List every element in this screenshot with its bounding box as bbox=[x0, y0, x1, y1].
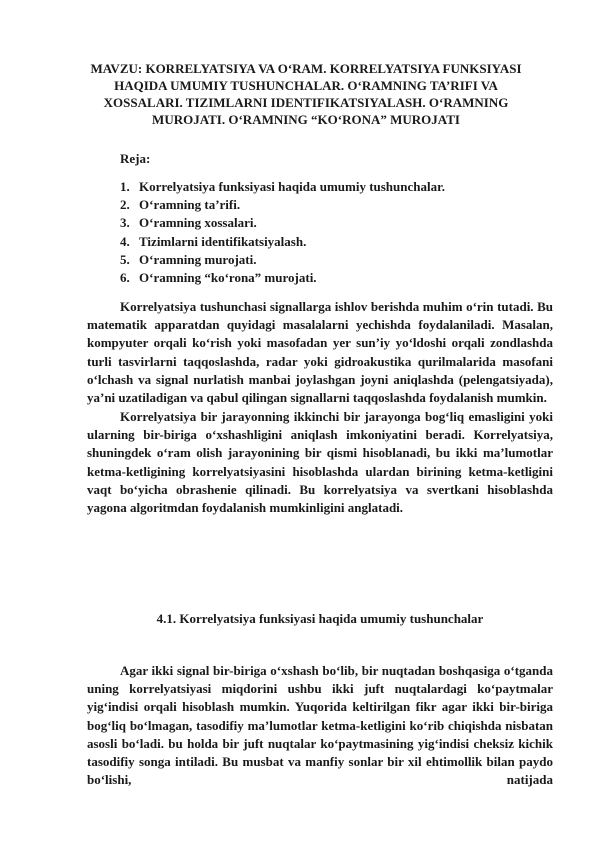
plan-item: 6. O‘ramning “ko‘rona” murojati. bbox=[120, 270, 317, 286]
document-title: MAVZU: KORRELYATSIYA VA O‘RAM. KORRELYATSIYA FUNKSIYASI HAQIDA UMUMIY TUSHUNCHALAR. O‘RAMNING TA’RIFI VA XOSSALARI. TIZIMLARNI IDENTIFIKATSIYALASH. O‘RAMNING MUROJATI. O‘RAMNING “KO‘RONA” MUROJATI bbox=[90, 61, 522, 127]
body-paragraph-2: Korrelyatsiya bir jarayonning ikkinchi bir jarayonga bog‘liq emasligini yoki ularning bir-biriga o‘xshashligini aniqlash imkoniyatini beradi. Korrelyatsiya, shuningdek o‘ram olish jarayonining bir qismi hisoblanadi, bu ikki ma’lumotlar ketma-ketligining korrelyatsiyasini hisoblashda ulardan birining ketma-ketligini vaqt bo‘yicha obrashenie qilinadi. Bu korrelyatsiya va svertkani hisoblashda yagona algoritmdan foydalanish mumkinligini anglatadi. bbox=[87, 409, 553, 516]
plan-item: 3. O‘ramning xossalari. bbox=[120, 215, 257, 231]
plan-item: 5. O‘ramning murojati. bbox=[120, 251, 257, 267]
section-heading: 4.1. Korrelyatsiya funksiyasi haqida umumiy tushunchalar bbox=[156, 611, 484, 626]
plan-list bbox=[120, 178, 445, 287]
plan-item: 2. O‘ramning ta’rifi. bbox=[120, 197, 241, 213]
plan-item: 1. Korrelyatsiya funksiyasi haqida umumiy tushunchalar. bbox=[120, 179, 445, 194]
body-paragraph-3: Agar ikki signal bir-biriga o‘xshash bo‘lib, bir nuqtadan boshqasiga o‘tganda uning korrelyatsiyasi miqdorini ushbu ikki juft nuqtalardagi ko‘paytmalar yig‘indisi orqali hisoblash mumkin. Yuqorida keltirilgan fikr agar ikki bir-biriga bog‘liq bo‘lmagan, tasodifiy ma’lumotlar ketma-ketligini ko‘rib chiqishda nisbatan asosli bo‘ladi. bu holda bir juft nuqtalar ko‘paytmasining yig‘indisi cheksiz kichik tasodifiy songa intiladi. Bu musbat va manfiy sonlar bir xil ehtimollik bilan paydo bo‘lishi, natijada bbox=[87, 663, 553, 788]
plan-item: 4. Tizimlarni identifikatsiyalash. bbox=[120, 233, 307, 249]
plan-heading: Reja: bbox=[120, 151, 151, 166]
body-paragraph-1: Korrelyatsiya tushunchasi signallarga ishlov berishda muhim o‘rin tutadi. Bu matematik apparatdan quyidagi masalalarni yechishda foydalaniladi. Masalan, kompyuter orqali ko‘rish yoki masofadan yer sun’iy yo‘ldoshi orqali zondlashda turli tasvirlarni taqqoslashda, radar yoki gidroakustika qurilmalarida masofani o‘lchash va signal nurlatish manbai joylashgan joyni aniqlashda (pelengatsiyada), ya’ni uzatiladigan va qabul qilingan signallarni taqqoslashda foydalanish mumkin. bbox=[87, 299, 553, 406]
